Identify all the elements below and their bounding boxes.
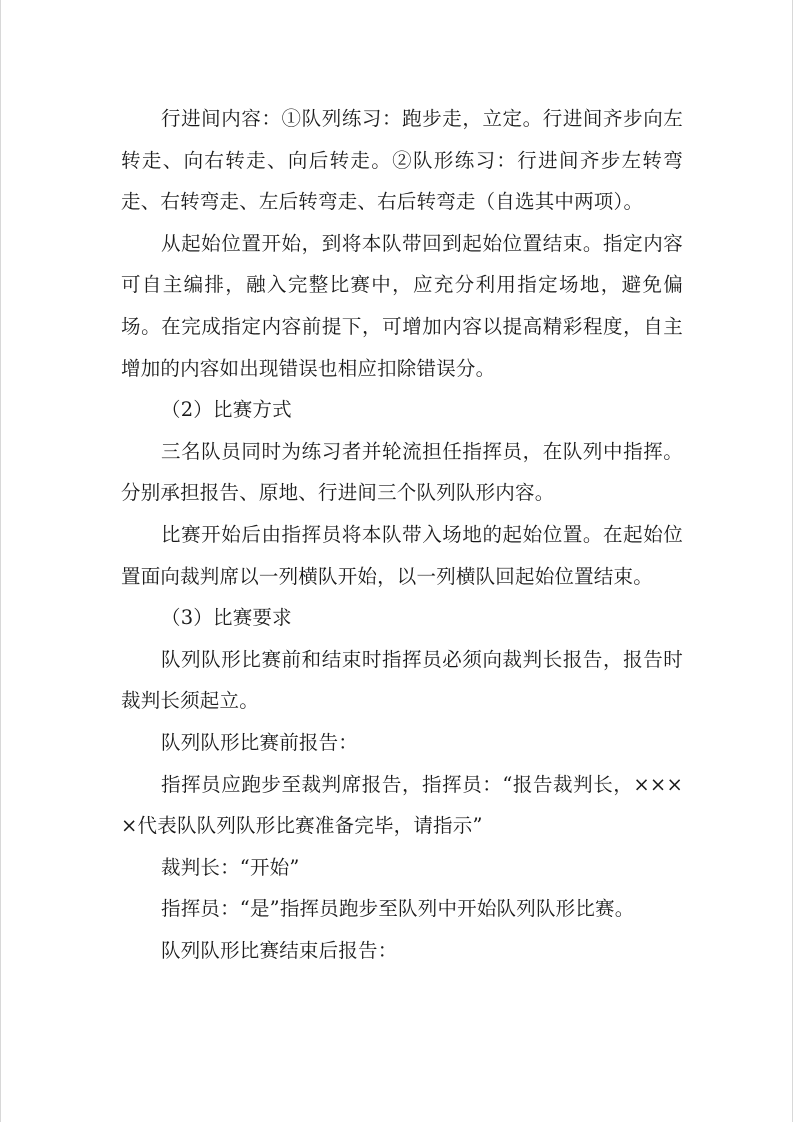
paragraph-commander-reply: 指挥员：“是”指挥员跑步至队列中开始队列队形比赛。 xyxy=(161,897,635,921)
paragraph-marching-content: 行进间内容：①队列练习：跑步走，立定。行进间齐步向左转走、向右转走、向后转走。②队形练习：行进间齐步左转弯走、右转弯走、左后转弯走、右后转弯走（自选其中两项）。 xyxy=(121,107,683,214)
paragraph-competition-start: 比赛开始后由指挥员将本队带入场地的起始位置。在起始位置面向裁判席以一列横队开始，以一列横队回起始位置结束。 xyxy=(121,522,683,588)
paragraph-commander-report: 指挥员应跑步至裁判席报告，指挥员：“报告裁判长，××××代表队队列队形比赛准备完毕，请指示” xyxy=(121,772,683,838)
document-body xyxy=(121,98,683,971)
paragraph-judge-reply: 裁判长：“开始” xyxy=(161,855,300,879)
heading-competition-method: （2）比赛方式 xyxy=(161,398,292,422)
paragraph-three-members: 三名队员同时为练习者并轮流担任指挥员，在队列中指挥。分别承担报告、原地、行进间三个队列队形内容。 xyxy=(121,439,683,505)
heading-competition-requirements: （3）比赛要求 xyxy=(161,606,292,630)
paragraph-pre-report-title: 队列队形比赛前报告： xyxy=(161,730,359,754)
paragraph-post-report-title: 队列队形比赛结束后报告： xyxy=(161,938,398,962)
paragraph-start-position: 从起始位置开始，到将本队带回到起始位置结束。指定内容可自主编排，融入完整比赛中，应充分利用指定场地，避免偏场。在完成指定内容前提下，可增加内容以提高精彩程度，自主增加的内容如出现错误也相应扣除错误分。 xyxy=(121,231,683,380)
paragraph-report-requirement: 队列队形比赛前和结束时指挥员必须向裁判长报告，报告时裁判长须起立。 xyxy=(121,647,683,713)
